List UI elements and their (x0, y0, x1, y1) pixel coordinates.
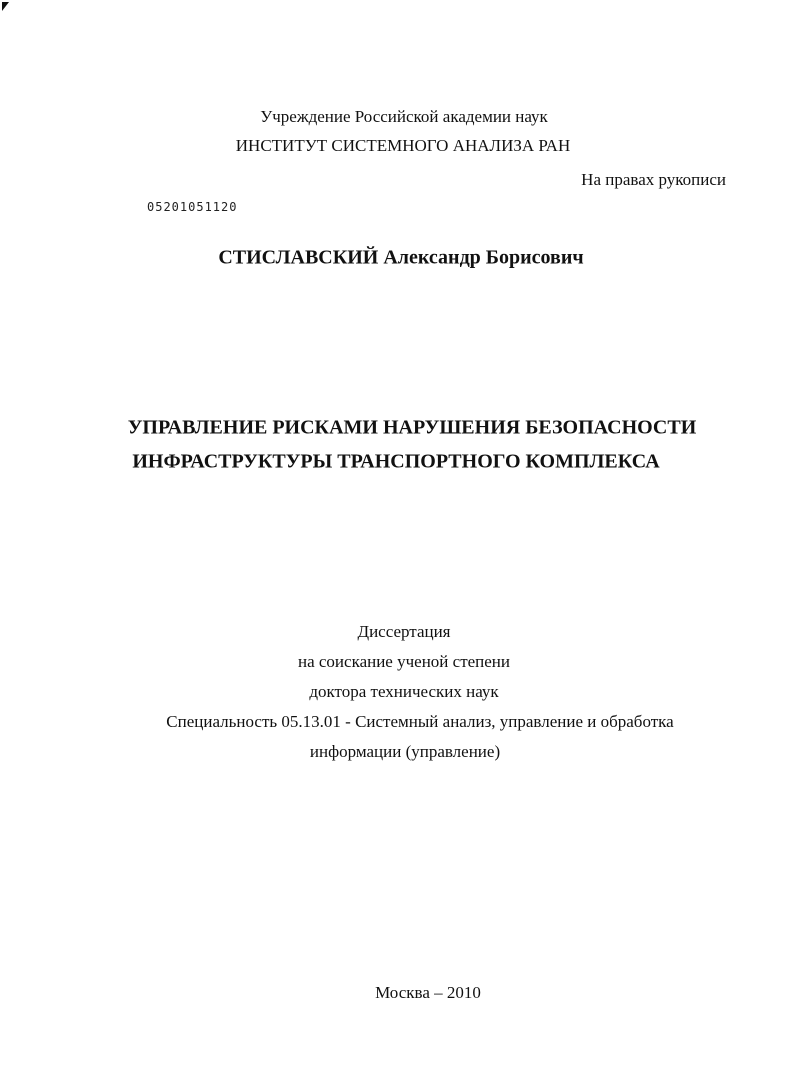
manuscript-note: На правах рукописи (581, 170, 726, 189)
scan-corner-mark-icon (2, 2, 9, 11)
title-line-2: ИНФРАСТРУКТУРЫ ТРАНСПОРТНОГО КОМПЛЕКСА (132, 450, 660, 473)
title-line-1: УПРАВЛЕНИЕ РИСКАМИ НАРУШЕНИЯ БЕЗОПАСНОСТИ (127, 416, 697, 439)
city-year: Москва – 2010 (375, 983, 481, 1002)
degree-line-3: доктора технических наук (309, 682, 499, 701)
degree-line-5: информации (управление) (309, 742, 501, 761)
degree-line-2: на соискание ученой степени (297, 652, 511, 671)
author-name: СТИСЛАВСКИЙ Александр Борисович (218, 246, 584, 269)
degree-line-1: Диссертация (357, 622, 451, 641)
organization: Учреждение Российской академии наук (260, 107, 548, 126)
degree-line-4: Специальность 05.13.01 - Системный анализ, управление и обработка (166, 712, 674, 731)
catalog-code: 05201051120 (147, 200, 238, 214)
institute: ИНСТИТУТ СИСТЕМНОГО АНАЛИЗА РАН (235, 136, 571, 155)
